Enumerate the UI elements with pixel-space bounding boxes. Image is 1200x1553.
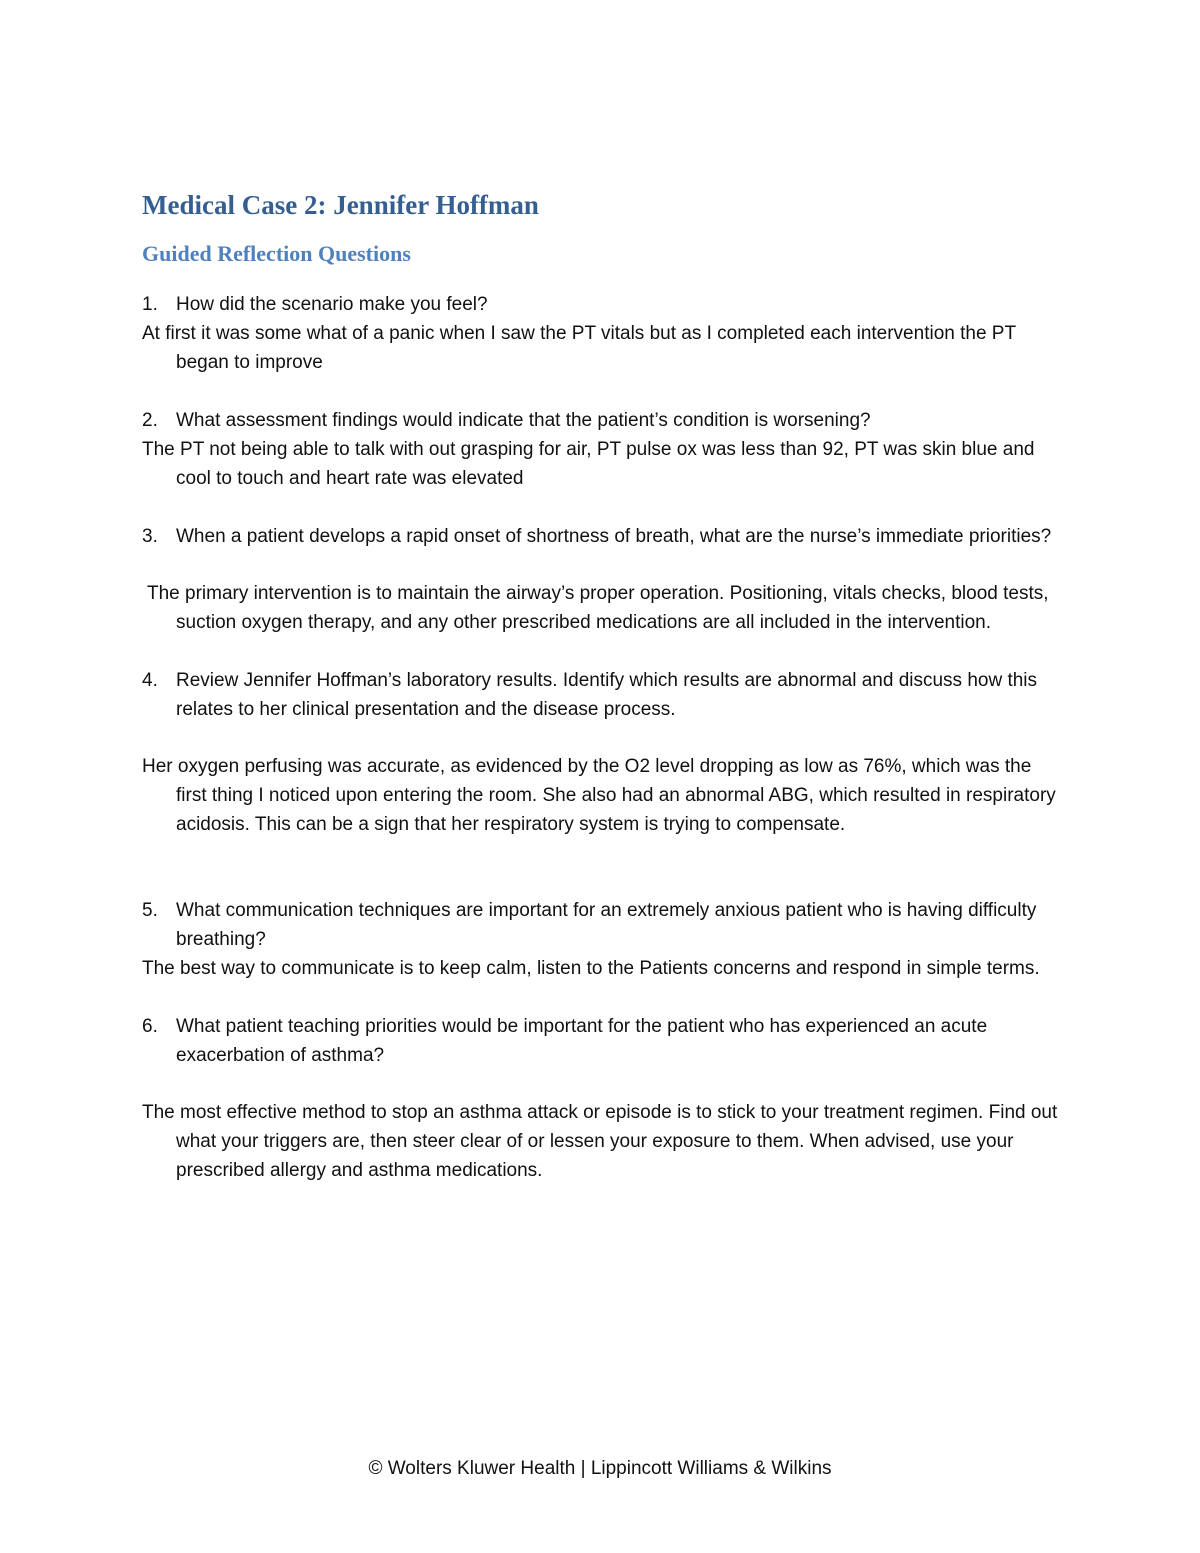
- question-1: [142, 290, 1067, 319]
- document-title: Medical Case 2: Jennifer Hoffman: [142, 190, 539, 220]
- document-page: [142, 188, 1067, 1185]
- question-4: [142, 666, 1067, 724]
- answer-2: The PT not being able to talk with out grasping for air, PT pulse ox was less than 92, PT was skin blue and cool to touch and heart rate was elevated: [142, 439, 1035, 489]
- question-5: [142, 896, 1067, 954]
- question-number: 3.: [142, 526, 158, 547]
- answer-4: Her oxygen perfusing was accurate, as evidenced by the O2 level dropping as low as 76%, which was the first thing I noticed upon entering the room. She also had an abnormal ABG, which resulted in respiratory acidosis. This can be a sign that her respiratory system is trying to compensate.: [142, 756, 1056, 835]
- document-subtitle: Guided Reflection Questions: [142, 241, 411, 266]
- qa-item-1: [142, 290, 1067, 377]
- question-number: 4.: [142, 670, 158, 691]
- question-text: Review Jennifer Hoffman’s laboratory results. Identify which results are abnormal and discuss how this relates to her clinical presentation and the disease process.: [176, 670, 1038, 720]
- question-text: What assessment findings would indicate that the patient’s condition is worsening?: [176, 410, 871, 431]
- question-6: [142, 1012, 1067, 1070]
- answer-5: The best way to communicate is to keep calm, listen to the Patients concerns and respond in simple terms.: [142, 958, 1040, 979]
- question-text: When a patient develops a rapid onset of shortness of breath, what are the nurse’s immediate priorities?: [176, 526, 1052, 547]
- question-text: What communication techniques are important for an extremely anxious patient who is having difficulty breathing?: [176, 900, 1037, 950]
- question-2: [142, 406, 1067, 435]
- question-text: What patient teaching priorities would be important for the patient who has experienced an acute exacerbation of asthma?: [176, 1016, 988, 1066]
- question-number: 5.: [142, 900, 158, 921]
- question-text: How did the scenario make you feel?: [176, 294, 488, 315]
- answer-1: At first it was some what of a panic when I saw the PT vitals but as I completed each intervention the PT began to improve: [142, 323, 1016, 373]
- answer-3: The primary intervention is to maintain the airway’s proper operation. Positioning, vitals checks, blood tests, suction oxygen therapy, and any other prescribed medications are all included in the intervention.: [147, 583, 1049, 633]
- qa-item-3: [142, 522, 1067, 637]
- answer-6: The most effective method to stop an asthma attack or episode is to stick to your treatment regimen. Find out what your triggers are, then steer clear of or lessen your exposure to them. When advised, use your prescribed allergy and asthma medications.: [142, 1102, 1058, 1181]
- qa-item-2: [142, 406, 1067, 493]
- qa-item-4: [142, 666, 1067, 839]
- question-number: 6.: [142, 1016, 158, 1037]
- page-footer: © Wolters Kluwer Health | Lippincott Williams & Wilkins: [368, 1458, 832, 1479]
- qa-item-6: [142, 1012, 1067, 1185]
- qa-item-5: [142, 896, 1067, 983]
- question-number: 2.: [142, 410, 158, 431]
- question-number: 1.: [142, 294, 158, 315]
- question-3: [142, 522, 1067, 551]
- qa-list: [142, 290, 1067, 1185]
